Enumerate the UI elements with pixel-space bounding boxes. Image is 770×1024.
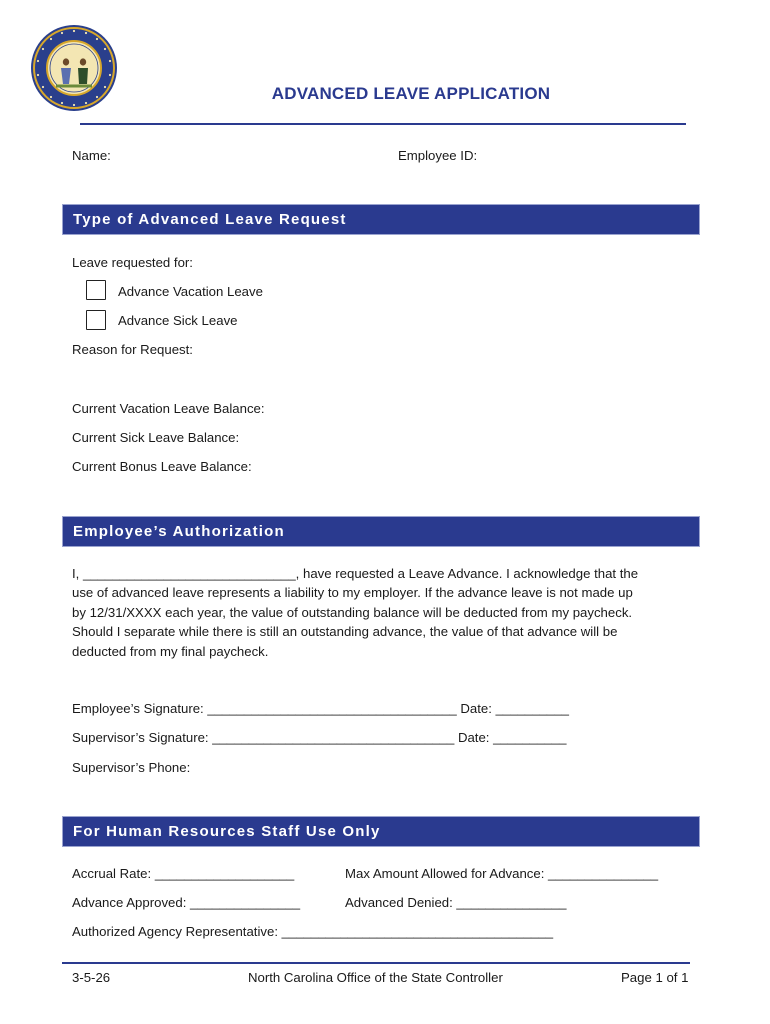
authorization-line: deducted from my final paycheck. [72,643,269,659]
advance-sick-label: Advance Sick Leave [118,313,238,328]
title-divider [80,123,686,125]
supervisor-phone-label: Supervisor’s Phone: [72,760,191,775]
sick-balance-label: Current Sick Leave Balance: [72,430,240,445]
bonus-balance-label: Current Bonus Leave Balance: [72,459,252,474]
reason-label: Reason for Request: [72,342,193,357]
section-heading-leave-type: Type of Advanced Leave Request [62,204,700,235]
advance-approved-line: Advance Approved: _______________ [72,895,301,910]
accrual-rate-line: Accrual Rate: ___________________ [72,866,295,881]
footer-page-number: Page 1 of 1 [621,970,689,985]
footer-organization: North Carolina Office of the State Controller [248,970,503,985]
vacation-balance-label: Current Vacation Leave Balance: [72,401,265,416]
advance-vacation-checkbox[interactable] [86,280,106,300]
leave-requested-for-label: Leave requested for: [72,255,193,270]
name-label: Name: [72,148,111,163]
authorized-rep-line: Authorized Agency Representative: _____________________________________ [72,924,554,939]
authorization-line: I, _____________________________, have requested a Leave Advance. I acknowledge that the [72,566,639,581]
max-amount-line: Max Amount Allowed for Advance: _______________ [345,866,659,881]
authorization-line: Should I separate while there is still an outstanding advance, the value of that advance will be [72,624,618,640]
section-heading-hr-use: For Human Resources Staff Use Only [62,816,700,847]
authorization-paragraph [72,564,698,661]
advance-vacation-label: Advance Vacation Leave [118,284,263,299]
authorization-line: by 12/31/XXXX each year, the value of outstanding balance will be deducted from my paycheck. [72,604,633,620]
employee-id-label: Employee ID: [398,148,478,163]
page-title: ADVANCED LEAVE APPLICATION [271,84,551,103]
supervisor-signature-line: Supervisor’s Signature: _________________________________ Date: __________ [72,730,567,745]
section-heading-authorization: Employee’s Authorization [62,516,700,547]
authorization-line: use of advanced leave represents a liability to my employer. If the advance leave is not made up [72,585,633,601]
advance-denied-line: Advanced Denied: _______________ [345,895,567,910]
employee-signature-line: Employee’s Signature: __________________________________ Date: __________ [72,701,569,716]
footer-divider [62,962,690,964]
advance-sick-checkbox[interactable] [86,310,106,330]
footer-date: 3-5-26 [72,970,111,985]
